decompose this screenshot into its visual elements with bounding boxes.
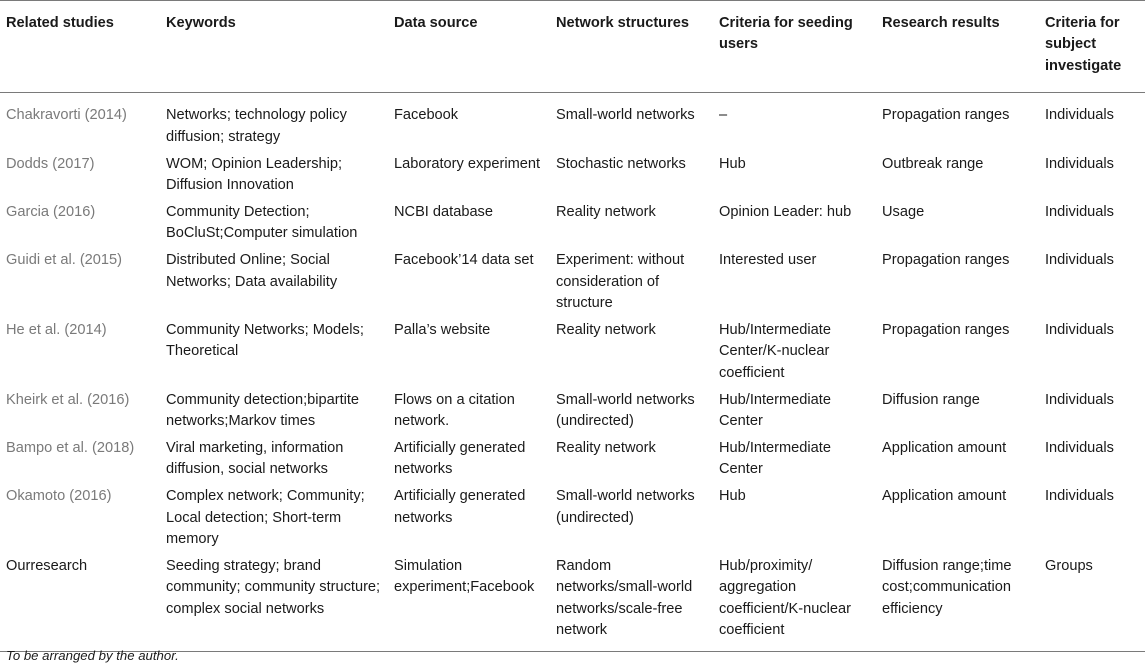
table-row	[0, 387, 1145, 435]
table-row	[0, 93, 1145, 151]
cell-data-source: Simulation experiment;Facebook	[388, 553, 550, 651]
cell-results: Diffusion range;time cost;communication efficiency	[876, 553, 1039, 651]
cell-data-source: Facebook	[394, 107, 459, 124]
header-network-structures: Network structures	[550, 1, 713, 93]
cell-study: He et al. (2014)	[6, 321, 107, 338]
cell-study: Guidi et al. (2015)	[6, 252, 123, 269]
cell-keywords: Complex network; Community; Local detection; Short-term memory	[166, 488, 365, 548]
table-footnote: To be arranged by the author.	[6, 648, 179, 663]
cell-seeding: Hub/proximity/ aggregation coefficient/K-nuclear coefficient	[713, 553, 876, 651]
cell-keywords: Networks; technology policy diffusion; strategy	[166, 107, 347, 145]
cell-subject: Individuals	[1045, 439, 1114, 456]
cell-subject: Individuals	[1045, 107, 1114, 124]
cell-study: Ourresearch	[0, 553, 160, 651]
header-research-results: Research results	[876, 1, 1039, 93]
cell-subject: Individuals	[1045, 203, 1114, 220]
cell-data-source: Facebook’14 data set	[394, 252, 534, 269]
cell-seeding: Hub	[719, 488, 746, 505]
cell-seeding: Hub/Intermediate Center	[719, 439, 831, 478]
cell-keywords: Seeding strategy; brand community; community structure; complex social networks	[160, 553, 388, 651]
cell-network: Stochastic networks	[556, 155, 686, 172]
cell-network: Random networks/small-world networks/scale-free network	[550, 553, 713, 651]
cell-keywords: Viral marketing, information diffusion, social networks	[166, 439, 344, 478]
cell-keywords: Distributed Online; Social Networks; Data availability	[166, 252, 338, 290]
header-criteria-subject: Criteria for subject investigate	[1039, 1, 1145, 93]
cell-results: Propagation ranges	[882, 321, 1010, 338]
cell-keywords: Community Detection; BoCluSt;Computer simulation	[166, 203, 358, 242]
cell-subject: Individuals	[1045, 488, 1114, 505]
cell-seeding: –	[719, 107, 728, 124]
cell-data-source: Artificially generated networks	[394, 439, 526, 478]
cell-results: Outbreak range	[882, 155, 984, 172]
table-row	[0, 151, 1145, 199]
cell-seeding: Hub	[719, 155, 746, 172]
cell-keywords: Community Networks; Models; Theoretical	[166, 321, 364, 360]
table-row	[0, 248, 1145, 318]
cell-data-source: NCBI database	[394, 203, 493, 220]
cell-seeding: Opinion Leader: hub	[719, 203, 852, 220]
cell-study: Dodds (2017)	[6, 155, 95, 172]
cell-seeding: Hub/Intermediate Center	[719, 391, 831, 429]
table-row	[0, 484, 1145, 554]
cell-results: Propagation ranges	[882, 107, 1010, 124]
table-row	[0, 317, 1145, 387]
header-criteria-seeding: Criteria for seeding users	[713, 1, 876, 93]
header-keywords: Keywords	[160, 1, 388, 93]
cell-subject: Individuals	[1045, 391, 1114, 408]
cell-keywords: Community detection;bipartite networks;Markov times	[166, 391, 360, 429]
cell-results: Propagation ranges	[882, 252, 1010, 269]
cell-keywords: WOM; Opinion Leadership; Diffusion Innovation	[166, 155, 343, 193]
cell-seeding: Hub/Intermediate Center/K-nuclear coefficient	[719, 321, 831, 381]
cell-subject: Individuals	[1045, 252, 1114, 269]
cell-network: Reality network	[556, 203, 656, 220]
cell-study: Garcia (2016)	[6, 203, 96, 220]
cell-data-source: Artificially generated networks	[394, 488, 526, 526]
cell-network: Reality network	[556, 321, 656, 338]
cell-data-source: Laboratory experiment	[394, 155, 541, 172]
cell-study: Chakravorti (2014)	[6, 107, 127, 124]
cell-seeding: Interested user	[719, 252, 817, 269]
cell-study: Kheirk et al. (2016)	[6, 391, 130, 408]
cell-network: Small-world networks (undirected)	[556, 391, 695, 429]
cell-data-source: Palla’s website	[394, 321, 491, 338]
table-row	[0, 553, 1145, 651]
cell-subject: Individuals	[1045, 155, 1114, 172]
cell-subject: Individuals	[1045, 321, 1114, 338]
table-row	[0, 199, 1145, 247]
header-related-studies: Related studies	[0, 1, 160, 93]
cell-data-source: Flows on a citation network.	[394, 391, 515, 429]
cell-results: Usage	[882, 203, 925, 220]
header-row	[0, 1, 1145, 93]
header-data-source: Data source	[388, 1, 550, 93]
cell-results: Diffusion range	[882, 391, 980, 408]
cell-network: Experiment: without consideration of structure	[556, 252, 685, 311]
cell-study: Bampo et al. (2018)	[6, 439, 135, 456]
cell-network: Small-world networks	[556, 107, 695, 124]
cell-subject: Groups	[1039, 553, 1145, 651]
table-row	[0, 435, 1145, 483]
cell-study: Okamoto (2016)	[6, 488, 112, 505]
cell-results: Application amount	[882, 488, 1007, 505]
cell-results: Application amount	[882, 439, 1007, 456]
cell-network: Reality network	[556, 439, 656, 456]
cell-network: Small-world networks (undirected)	[556, 488, 695, 526]
